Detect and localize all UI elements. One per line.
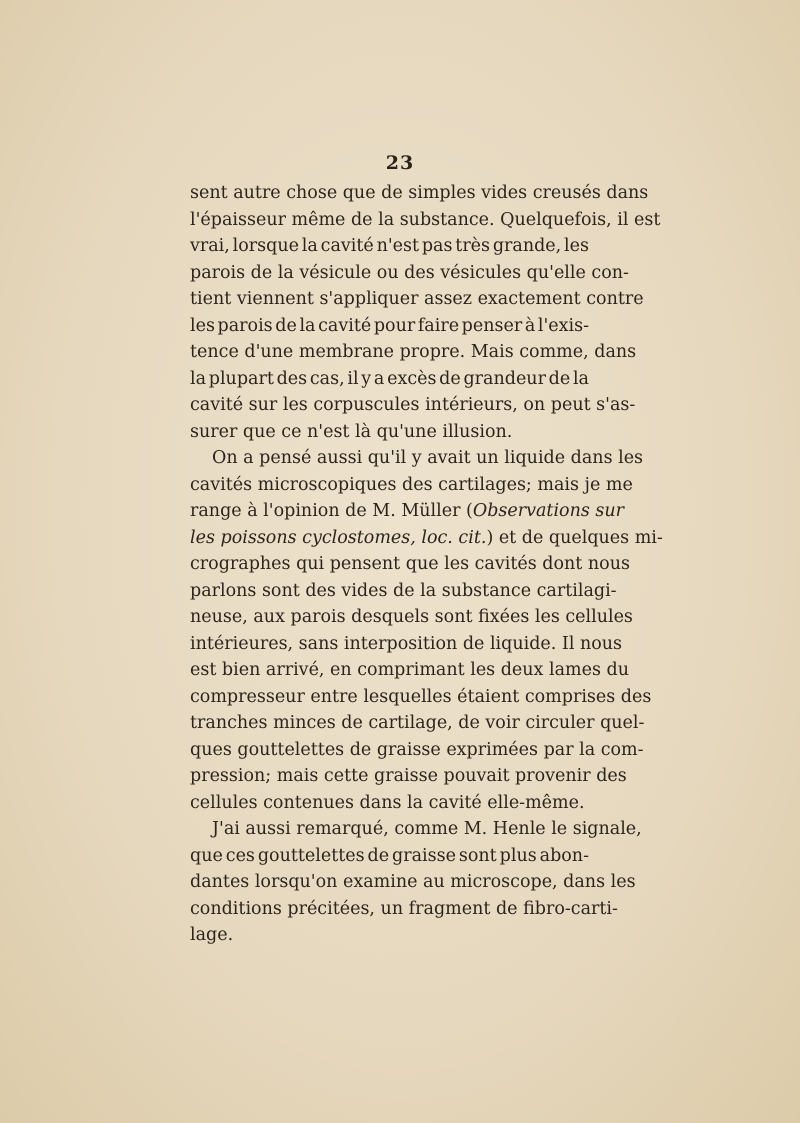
text-line: cellules contenues dans la cavité elle-même.: [190, 792, 585, 813]
page-number: 23: [385, 152, 415, 174]
text-line: parois de la vésicule ou des vésicules qu'elle con-: [190, 262, 629, 283]
text-line: ques gouttelettes de graisse exprimées par la com-: [190, 739, 644, 760]
text-line: parlons sont des vides de la substance cartilagi-: [190, 580, 617, 601]
text-line: neuse, aux parois desquels sont fixées les cellules: [190, 607, 633, 627]
text-line: que ces gouttelettes de graisse sont plus abon-: [190, 845, 589, 866]
text-line: surer que ce n'est là qu'une illusion.: [190, 421, 513, 442]
text-line: On a pensé aussi qu'il y avait un liquide dans les: [212, 448, 644, 468]
text-line: vrai, lorsque la cavité n'est pas très grande, les: [190, 236, 589, 256]
citation-italic: les poissons cyclostomes, loc. cit.: [190, 527, 487, 548]
text-line: cavité sur les corpuscules intérieurs, on peut s'as-: [190, 395, 636, 415]
text-line: intérieures, sans interposition de liquide. Il nous: [190, 633, 623, 654]
text-line-mixed: [190, 525, 663, 552]
text-line: est bien arrivé, en comprimant les deux lames du: [190, 660, 629, 680]
text-line-mixed: [190, 498, 625, 525]
text-line: pression; mais cette graisse pouvait provenir des: [190, 766, 627, 786]
text-line: dantes lorsqu'on examine au microscope, dans les: [190, 872, 636, 892]
text-line: la plupart des cas, il y a excès de grandeur de la: [190, 368, 589, 389]
text-line: tranches minces de cartilage, de voir circuler quel-: [190, 713, 645, 733]
citation-italic: Observations sur: [472, 501, 625, 521]
text-line: sent autre chose que de simples vides creusés dans: [190, 183, 649, 203]
text-line: l'épaisseur même de la substance. Quelquefois, il est: [190, 209, 661, 230]
text-line: J'ai aussi remarqué, comme M. Henle le signale,: [212, 819, 642, 839]
body-text: [190, 180, 663, 949]
text-run: ) et de quelques mi-: [486, 527, 663, 548]
text-run: range à l'opinion de M. Müller (: [190, 501, 473, 521]
text-line: crographes qui pensent que les cavités dont nous: [190, 554, 630, 574]
text-line: compresseur entre lesquelles étaient comprises des: [190, 686, 652, 707]
text-line: conditions précitées, un fragment de fibro-carti-: [190, 898, 618, 919]
text-line: les parois de la cavité pour faire penser à l'exis-: [190, 315, 589, 336]
text-line: lage.: [190, 925, 234, 945]
text-line: tient viennent s'appliquer assez exactement contre: [190, 289, 644, 309]
text-line: cavités microscopiques des cartilages; mais je me: [190, 474, 633, 495]
text-line: tence d'une membrane propre. Mais comme, dans: [190, 342, 637, 362]
